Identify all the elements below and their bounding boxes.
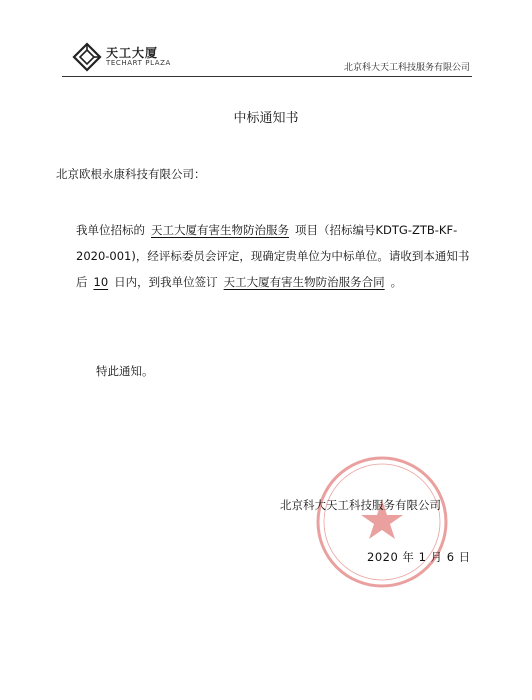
signature-company: 北京科大天工科技服务有限公司 [280,498,441,512]
contract-name: 天工大厦有害生物防治服务合同 [223,275,385,289]
notice-body [76,217,472,295]
company-seal-stamp [312,452,452,592]
project-name: 天工大厦有害生物防治服务 [151,223,289,237]
logo-english-text: TECHART PLAZA [106,59,171,67]
notice-closing: 特此通知。 [96,364,154,378]
logo-chinese-text: 天工大厦 [106,46,159,60]
body-mid2: 日内，到我单位签订 [114,275,218,289]
header-company-name: 北京科大天工科技服务有限公司 [343,63,470,73]
techart-plaza-logo [72,42,202,72]
signature-date: 2020 年 1 月 6 日 [367,550,471,564]
page-title: 中标通知书 [233,111,299,126]
letterhead [62,42,472,77]
body-mid: 项目（招标编号KDTG-ZTB-KF-2020-001)，经评标委员会评定，现确定贵单位为中标单位。请收到本通知书后 [76,223,470,289]
body-prefix: 我单位招标的 [76,223,145,237]
body-end: 。 [390,275,403,289]
logo-icon [72,42,102,72]
salutation: 北京欧根永康科技有限公司： [56,167,206,181]
days-value: 10 [93,275,109,289]
